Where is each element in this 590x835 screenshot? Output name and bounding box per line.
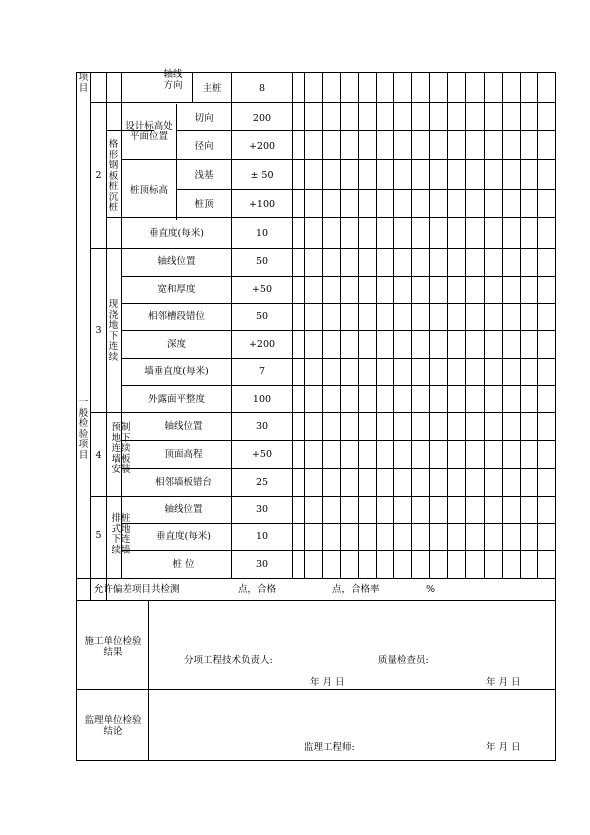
g5items-value-0: 30 [255,504,269,515]
construction-date-2: 年 月 日 [486,677,521,688]
row-line-11 [121,385,555,386]
g4items-item-0: 轴线位置 [164,421,203,432]
group2-vertical-item: 垂直度(每米) [149,228,204,239]
construction-label [80,636,146,658]
g3items-item-5: 外露面平整度 [147,394,205,405]
row-line-2 [176,130,555,131]
g4items-value-1: +50 [251,449,273,460]
g5items-item-1: 垂直度(每米) [156,531,211,542]
group4-index: 4 [95,450,102,461]
g3items-item-3: 深度 [166,339,186,350]
g5items-value-2: 30 [255,559,269,570]
direction-label: 轴线方向 [163,69,183,91]
group2-pile-value-1: +100 [248,199,276,210]
supervision-label [80,715,146,737]
row-line-16 [121,523,555,524]
group2-index: 2 [95,170,102,181]
grid-col-line-9 [465,72,466,578]
engineer-label: 监理工程师: [304,742,355,753]
group2-design-text: 设计标高处平面位置 [125,121,173,142]
outer-left-border [76,72,77,760]
g4items-item-1: 顶面高程 [164,449,203,460]
g4items-item-2: 相邻墙板错台 [154,477,212,488]
group2-pile-top: 桩顶标高 [129,185,168,196]
g3items-value-1: +50 [251,284,273,295]
group2-design-item-0: 切向 [194,113,214,124]
group3-index: 3 [95,325,102,336]
g3items-value-5: 100 [252,394,272,405]
summary-mid2: 点，合格率 [332,584,380,595]
group2-pile-item-0: 浅基 [194,170,214,181]
group5-index: 5 [95,530,102,541]
grid-col-line-0 [304,72,305,578]
summary-mid1: 点，合格 [238,584,277,595]
grid-col-line-8 [447,72,448,578]
g3items-value-4: 7 [258,366,266,377]
summary-pct: % [426,584,436,595]
group2-design-value-1: +200 [248,141,276,152]
summary-prefix: 允许偏差项目共检测 [94,584,180,595]
g3items-value-3: +200 [248,339,276,350]
supervision-label-text: 监理单位检验结论 [84,715,142,737]
construction-date-1: 年 月 日 [310,677,345,688]
grid-col-line-6 [411,72,412,578]
g3items-value-0: 50 [255,256,269,267]
r0-value: 8 [258,83,266,94]
row-line-8 [121,303,555,304]
outer-bottom-border [76,760,556,761]
grid-col-line-3 [358,72,359,578]
r0-item: 主桩 [202,83,222,94]
g3items-value-2: 50 [255,311,269,322]
group2-pile-item-1: 桩顶 [194,199,214,210]
row-line-3 [121,159,555,160]
col-line-a [90,72,91,600]
group2-design [122,122,176,142]
g5items-value-1: 10 [255,531,269,542]
group2-vertical-value: 10 [255,228,269,239]
row-line-9 [121,330,555,331]
grid-col-line-1 [322,72,323,578]
qc-label: 质量检查员: [378,655,429,666]
row-line-13 [121,440,555,441]
group2-design-item-1: 径向 [194,141,214,152]
group5-name: 排桩式地下连续墙 [111,513,131,556]
group2-name: 格形钢板桩沉桩 [108,139,119,213]
g3items-item-1: 宽和厚度 [157,284,196,295]
row-line-5 [106,217,555,218]
g3items-item-4: 墙垂直度(每米) [144,366,209,377]
g3items-item-0: 轴线位置 [157,256,196,267]
row-line-10 [121,358,555,359]
construction-label-text: 施工单位检验结果 [84,636,142,658]
grid-col-line-7 [429,72,430,578]
group2-design-value-0: 200 [252,113,272,124]
grid-col-line-5 [393,72,394,578]
group4-name: 预制地下连续墙板安装 [111,422,131,475]
g4items-value-0: 30 [255,421,269,432]
section-general-label: 一般检验项目 [78,397,89,461]
grid-col-line-11 [502,72,503,578]
grid-col-line-4 [376,72,377,578]
grid-col-line-12 [520,72,521,578]
col-line-c2 [121,248,122,412]
group2-pile-value-0: ± 50 [250,170,274,181]
construction-divider [148,600,149,760]
outer-right-border [555,72,556,760]
row-line-17 [121,550,555,551]
row-line-18 [76,578,555,579]
row-line-7 [121,276,555,277]
g3items-item-2: 相邻槽段错位 [147,311,205,322]
g5items-item-0: 轴线位置 [164,504,203,515]
group3-name: 现浇地下连续 [108,299,119,363]
col-line-value-right [292,72,293,578]
section-top-label: 项目 [78,72,89,94]
grid-col-line-13 [537,72,538,578]
g5items-item-2: 桩 位 [172,559,195,570]
row-line-4 [176,189,555,190]
g4items-value-2: 25 [255,477,269,488]
grid-col-line-2 [340,72,341,578]
col-line-c [121,72,122,248]
row-line-14 [121,468,555,469]
grid-col-line-10 [484,72,485,578]
supervision-date: 年 月 日 [486,742,521,753]
tech-lead-label: 分项工程技术负责人: [184,655,273,666]
